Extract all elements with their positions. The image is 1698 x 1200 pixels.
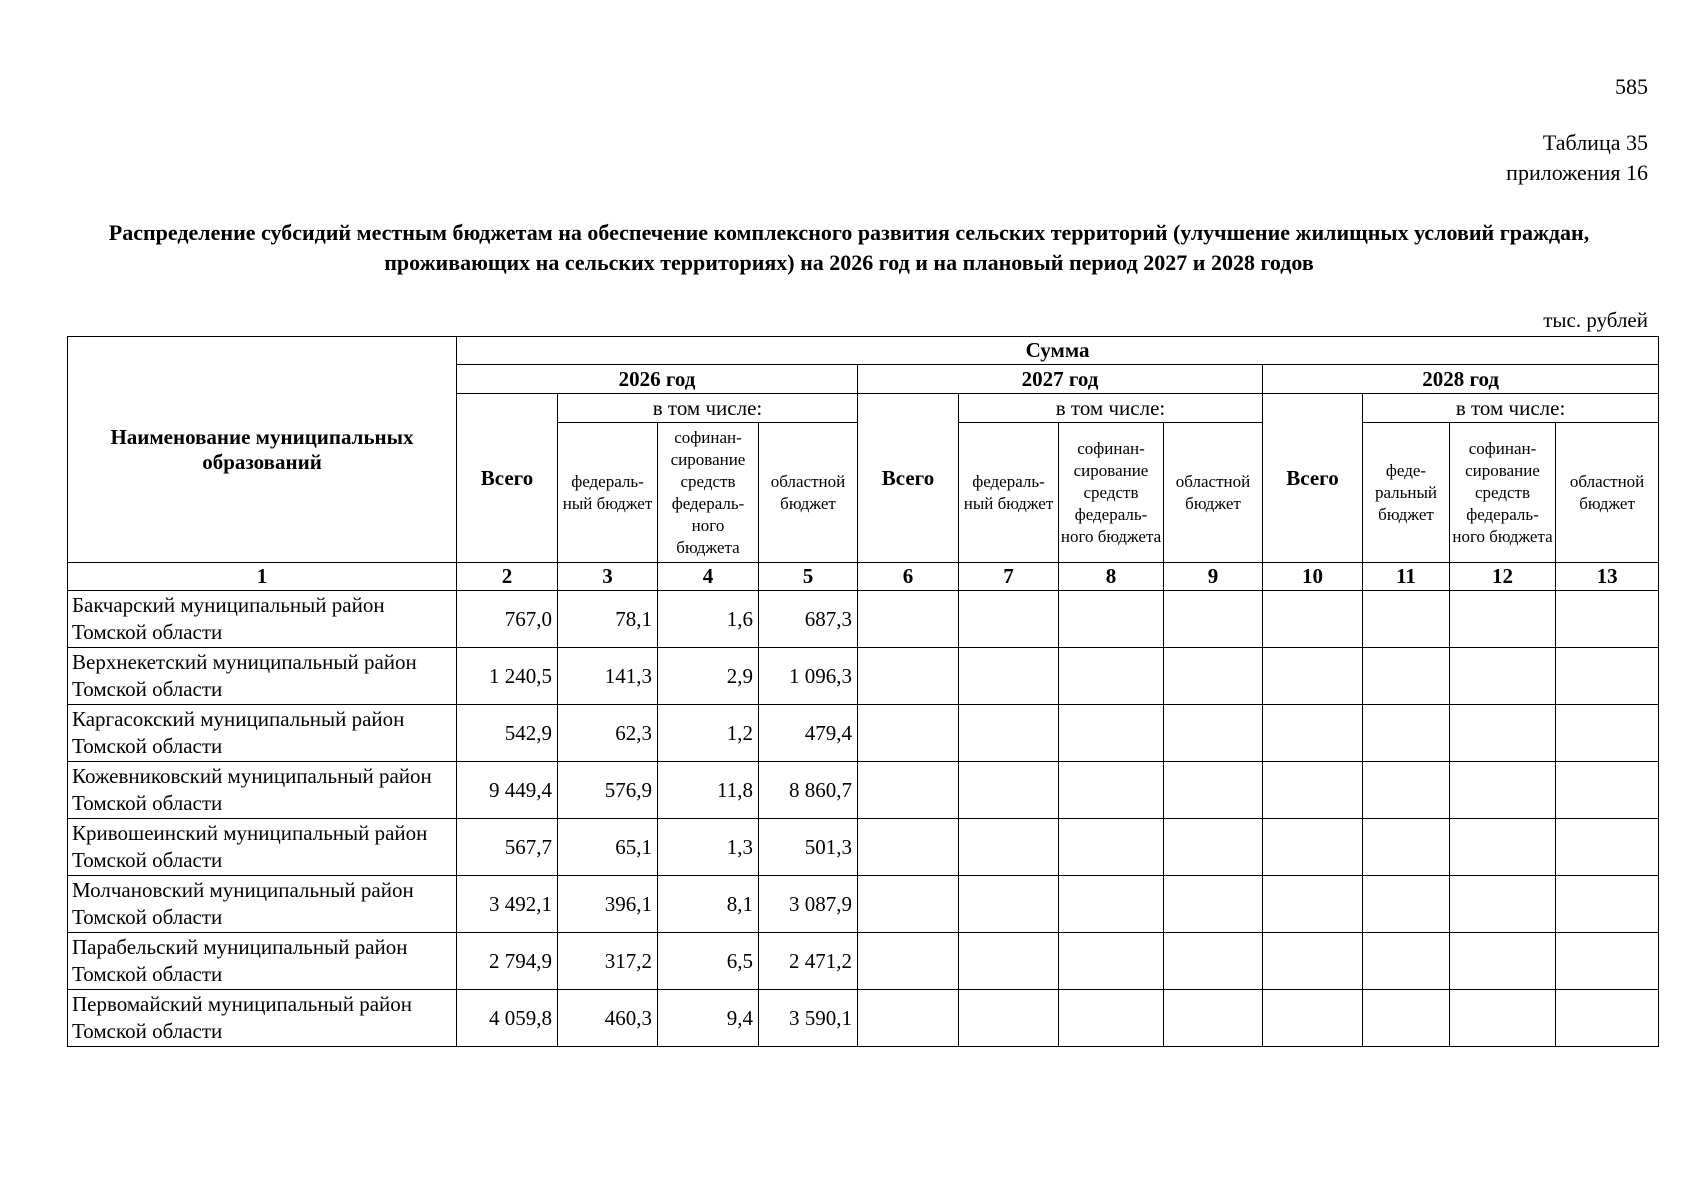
header-federal-budget-2027: федераль-ный бюджет: [959, 423, 1059, 563]
value-cell-col-8: [1059, 819, 1164, 876]
value-cell-col-3: 141,3: [558, 648, 658, 705]
column-number: 5: [759, 563, 858, 591]
value-cell-col-13: [1556, 705, 1659, 762]
value-cell-col-11: [1363, 990, 1450, 1047]
value-cell-col-3: 317,2: [558, 933, 658, 990]
value-cell-col-9: [1164, 705, 1263, 762]
table-reference: [1506, 128, 1648, 188]
value-cell-col-11: [1363, 933, 1450, 990]
table-row: [68, 591, 1659, 648]
value-cell-col-2: 1 240,5: [457, 648, 558, 705]
value-cell-col-13: [1556, 819, 1659, 876]
value-cell-col-13: [1556, 762, 1659, 819]
value-cell-col-9: [1164, 933, 1263, 990]
header-sum: Сумма: [457, 337, 1659, 365]
value-cell-col-4: 1,6: [658, 591, 759, 648]
header-regional-budget-2026: областной бюджет: [759, 423, 858, 563]
header-including-2028: в том числе:: [1363, 394, 1659, 423]
column-number-row: [68, 563, 1659, 591]
value-cell-col-5: 8 860,7: [759, 762, 858, 819]
value-cell-col-9: [1164, 990, 1263, 1047]
header-cofinancing-2028: софинан-сирование средств федераль-ного бюджета: [1450, 423, 1556, 563]
value-cell-col-4: 1,3: [658, 819, 759, 876]
value-cell-col-12: [1450, 990, 1556, 1047]
header-federal-budget-2026: федераль-ный бюджет: [558, 423, 658, 563]
value-cell-col-7: [959, 933, 1059, 990]
value-cell-col-6: [858, 819, 959, 876]
value-cell-col-7: [959, 990, 1059, 1047]
value-cell-col-12: [1450, 876, 1556, 933]
value-cell-col-12: [1450, 705, 1556, 762]
header-regional-budget-2027: областной бюджет: [1164, 423, 1263, 563]
column-number: 9: [1164, 563, 1263, 591]
value-cell-col-3: 78,1: [558, 591, 658, 648]
table-row: [68, 876, 1659, 933]
value-cell-col-12: [1450, 591, 1556, 648]
value-cell-col-11: [1363, 876, 1450, 933]
value-cell-col-3: 576,9: [558, 762, 658, 819]
table-reference-line1: Таблица 35: [1542, 130, 1648, 155]
value-cell-col-8: [1059, 705, 1164, 762]
page-number: 585: [1615, 74, 1648, 99]
value-cell-col-11: [1363, 591, 1450, 648]
municipality-name-cell: Верхнекетский муниципальный район Томской области: [68, 648, 457, 705]
value-cell-col-2: 567,7: [457, 819, 558, 876]
value-cell-col-4: 1,2: [658, 705, 759, 762]
header-total-2026: Всего: [457, 394, 558, 563]
value-cell-col-12: [1450, 819, 1556, 876]
value-cell-col-8: [1059, 591, 1164, 648]
value-cell-col-10: [1263, 990, 1363, 1047]
value-cell-col-7: [959, 648, 1059, 705]
header-federal-budget-2028: феде-ральный бюджет: [1363, 423, 1450, 563]
value-cell-col-10: [1263, 591, 1363, 648]
value-cell-col-5: 3 590,1: [759, 990, 858, 1047]
municipality-name-cell: Бакчарский муниципальный район Томской области: [68, 591, 457, 648]
value-cell-col-11: [1363, 819, 1450, 876]
value-cell-col-5: 479,4: [759, 705, 858, 762]
value-cell-col-3: 62,3: [558, 705, 658, 762]
value-cell-col-5: 501,3: [759, 819, 858, 876]
table-reference-line2: приложения 16: [1506, 160, 1648, 185]
column-number: 7: [959, 563, 1059, 591]
value-cell-col-13: [1556, 990, 1659, 1047]
header-cofinancing-2027: софинан-сирование средств федераль-ного бюджета: [1059, 423, 1164, 563]
value-cell-col-4: 6,5: [658, 933, 759, 990]
municipality-name-cell: Молчановский муниципальный район Томской области: [68, 876, 457, 933]
header-municipality-name: Наименование муниципальных образований: [68, 337, 457, 563]
value-cell-col-6: [858, 705, 959, 762]
value-cell-col-2: 542,9: [457, 705, 558, 762]
value-cell-col-7: [959, 819, 1059, 876]
value-cell-col-2: 9 449,4: [457, 762, 558, 819]
column-number: 1: [68, 563, 457, 591]
value-cell-col-10: [1263, 819, 1363, 876]
value-cell-col-2: 2 794,9: [457, 933, 558, 990]
header-including-2027: в том числе:: [959, 394, 1263, 423]
value-cell-col-2: 4 059,8: [457, 990, 558, 1047]
header-total-2028: Всего: [1263, 394, 1363, 563]
table-row: [68, 648, 1659, 705]
value-cell-col-13: [1556, 591, 1659, 648]
column-number: 3: [558, 563, 658, 591]
value-cell-col-7: [959, 705, 1059, 762]
value-cell-col-10: [1263, 876, 1363, 933]
value-cell-col-4: 9,4: [658, 990, 759, 1047]
value-cell-col-13: [1556, 933, 1659, 990]
value-cell-col-10: [1263, 933, 1363, 990]
value-cell-col-9: [1164, 876, 1263, 933]
municipality-name-cell: Первомайский муниципальный район Томской области: [68, 990, 457, 1047]
value-cell-col-10: [1263, 705, 1363, 762]
value-cell-col-4: 8,1: [658, 876, 759, 933]
header-regional-budget-2028: областной бюджет: [1556, 423, 1659, 563]
value-cell-col-8: [1059, 933, 1164, 990]
value-cell-col-3: 65,1: [558, 819, 658, 876]
value-cell-col-3: 396,1: [558, 876, 658, 933]
document-title: Распределение субсидий местным бюджетам на обеспечение комплексного развития сельских территорий (улучшение жилищных условий граждан, проживающих на сельских территориях) на 2026 год и на плановый период 2027 и 2028 годов: [108, 220, 1590, 275]
table-header: [68, 337, 1659, 591]
value-cell-col-9: [1164, 591, 1263, 648]
column-number: 2: [457, 563, 558, 591]
value-cell-col-8: [1059, 762, 1164, 819]
header-cofinancing-2026: софинан-сирование средств федераль-ного бюджета: [658, 423, 759, 563]
table-row: [68, 819, 1659, 876]
value-cell-col-5: 3 087,9: [759, 876, 858, 933]
value-cell-col-9: [1164, 648, 1263, 705]
table-body: [68, 591, 1659, 1047]
column-number: 10: [1263, 563, 1363, 591]
value-cell-col-12: [1450, 762, 1556, 819]
value-cell-col-4: 11,8: [658, 762, 759, 819]
value-cell-col-11: [1363, 762, 1450, 819]
value-cell-col-2: 767,0: [457, 591, 558, 648]
column-number: 4: [658, 563, 759, 591]
value-cell-col-3: 460,3: [558, 990, 658, 1047]
value-cell-col-6: [858, 591, 959, 648]
table-row: [68, 762, 1659, 819]
value-cell-col-5: 1 096,3: [759, 648, 858, 705]
header-year-2028: 2028 год: [1263, 365, 1659, 394]
column-number: 12: [1450, 563, 1556, 591]
value-cell-col-6: [858, 933, 959, 990]
value-cell-col-11: [1363, 648, 1450, 705]
value-cell-col-12: [1450, 648, 1556, 705]
value-cell-col-8: [1059, 876, 1164, 933]
column-number: 11: [1363, 563, 1450, 591]
municipality-name-cell: Парабельский муниципальный район Томской области: [68, 933, 457, 990]
subsidy-table: [67, 336, 1659, 1047]
value-cell-col-10: [1263, 648, 1363, 705]
value-cell-col-9: [1164, 819, 1263, 876]
value-cell-col-7: [959, 876, 1059, 933]
value-cell-col-6: [858, 990, 959, 1047]
header-including-2026: в том числе:: [558, 394, 858, 423]
value-cell-col-12: [1450, 933, 1556, 990]
table-row: [68, 990, 1659, 1047]
value-cell-col-4: 2,9: [658, 648, 759, 705]
value-cell-col-11: [1363, 705, 1450, 762]
value-cell-col-5: 687,3: [759, 591, 858, 648]
value-cell-col-6: [858, 762, 959, 819]
header-total-2027: Всего: [858, 394, 959, 563]
units-label: тыс. рублей: [1543, 308, 1648, 332]
value-cell-col-8: [1059, 990, 1164, 1047]
value-cell-col-10: [1263, 762, 1363, 819]
column-number: 8: [1059, 563, 1164, 591]
value-cell-col-13: [1556, 876, 1659, 933]
value-cell-col-5: 2 471,2: [759, 933, 858, 990]
table-row: [68, 705, 1659, 762]
value-cell-col-13: [1556, 648, 1659, 705]
table-row: [68, 933, 1659, 990]
column-number: 6: [858, 563, 959, 591]
value-cell-col-6: [858, 648, 959, 705]
municipality-name-cell: Кожевниковский муниципальный район Томской области: [68, 762, 457, 819]
value-cell-col-9: [1164, 762, 1263, 819]
value-cell-col-2: 3 492,1: [457, 876, 558, 933]
header-year-2026: 2026 год: [457, 365, 858, 394]
column-number: 13: [1556, 563, 1659, 591]
municipality-name-cell: Кривошеинский муниципальный район Томской области: [68, 819, 457, 876]
municipality-name-cell: Каргасокский муниципальный район Томской области: [68, 705, 457, 762]
value-cell-col-7: [959, 591, 1059, 648]
header-year-2027: 2027 год: [858, 365, 1263, 394]
value-cell-col-6: [858, 876, 959, 933]
value-cell-col-8: [1059, 648, 1164, 705]
value-cell-col-7: [959, 762, 1059, 819]
